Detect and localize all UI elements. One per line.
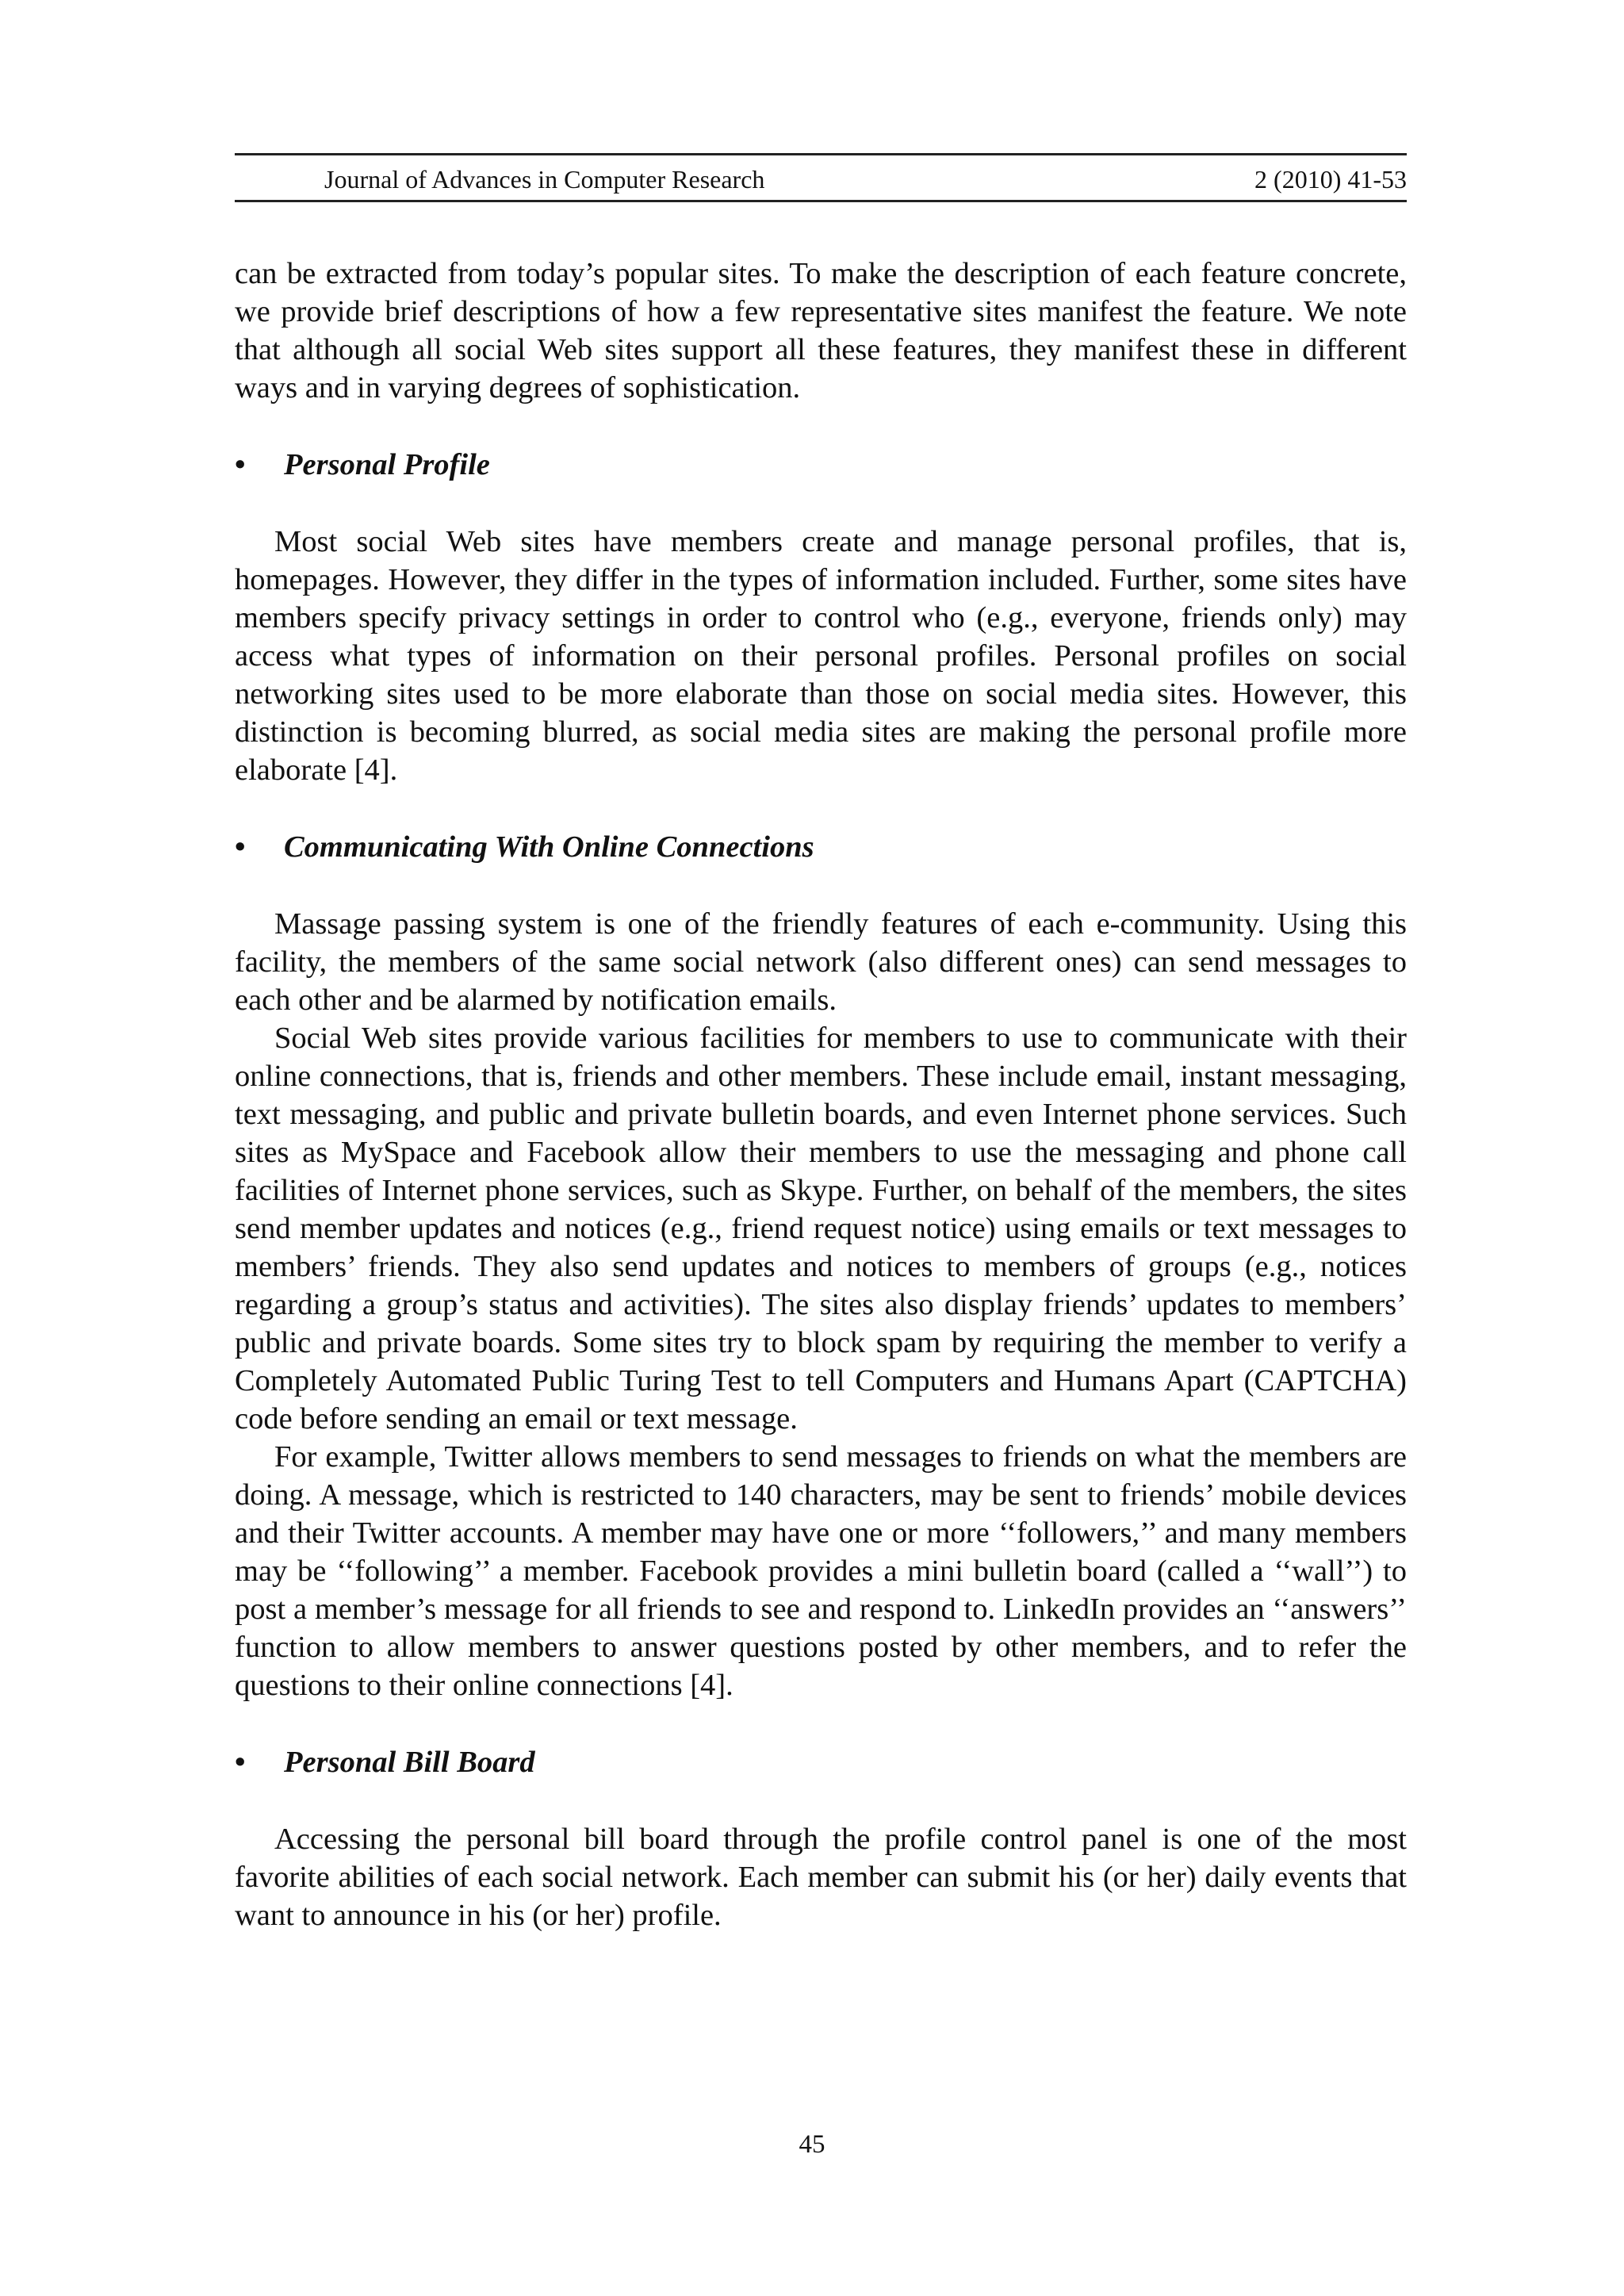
intro-paragraph: can be extracted from today’s popular sites. To make the description of each feature concrete, we provide brief descriptions of how a few representative sites manifest the feature. We note that although all social Web sites support all these features, they manifest these in different ways and in varying degrees of sophistication. — [235, 257, 1407, 404]
paragraph: For example, Twitter allows members to send messages to friends on what the members are doing. A message, which is restricted to 140 characters, may be sent to friends’ mobile devices and their Twitter accounts. A member may have one or more ‘‘followers,’’ and many members may be ‘‘following’’ a member. Facebook provides a mini bulletin board (called a ‘‘wall’’) to post a member’s message for all friends to see and respond to. LinkedIn provides an ‘‘answers’’ function to allow members to answer questions posted by other members, and to refer the questions to their online connections [4]. — [235, 1440, 1407, 1702]
page-number: 45 — [799, 2130, 825, 2159]
section-heading-communicating — [235, 828, 1407, 866]
issue-info: 2 (2010) 41-53 — [1254, 165, 1407, 194]
bullet-icon: • — [235, 448, 246, 481]
journal-title: Journal of Advances in Computer Research — [324, 165, 765, 194]
section-title: Personal Profile — [284, 448, 490, 481]
body-text — [235, 255, 1407, 1934]
paragraph: Most social Web sites have members create and manage personal profiles, that is, homepages. However, they differ in the types of information included. Further, some sites have members specify privacy settings in order to control who (e.g., everyone, friends only) may access what types of information on their personal profiles. Personal profiles on social networking sites used to be more elaborate than those on social media sites. However, this distinction is becoming blurred, as social media sites are making the personal profile more elaborate [4]. — [235, 525, 1407, 787]
bullet-icon: • — [235, 830, 246, 864]
section-heading-personal-bill-board — [235, 1743, 1407, 1781]
bullet-icon: • — [235, 1746, 246, 1779]
section-title: Personal Bill Board — [284, 1746, 535, 1779]
section-title: Communicating With Online Connections — [284, 830, 814, 864]
running-header — [235, 153, 1407, 202]
paragraph: Massage passing system is one of the friendly features of each e-community. Using this facility, the members of the same social network (also different ones) can send messages to each other and be alarmed by notification emails. — [235, 907, 1407, 1017]
paragraph: Accessing the personal bill board through the profile control panel is one of the most favorite abilities of each social network. Each member can submit his (or her) daily events that want to announce in his (or her) profile. — [235, 1823, 1407, 1932]
paragraph: Social Web sites provide various facilities for members to use to communicate with their online connections, that is, friends and other members. These include email, instant messaging, text messaging, and public and private bulletin boards, and even Internet phone services. Such sites as MySpace and Facebook allow their members to use the messaging and phone call facilities of Internet phone services, such as Skype. Further, on behalf of the members, the sites send member updates and notices (e.g., friend request notice) using emails or text messages to members’ friends. They also send updates and notices to members of groups (e.g., notices regarding a group’s status and activities). The sites also display friends’ updates to members’ public and private boards. Some sites try to block spam by requiring the member to verify a Completely Automated Public Turing Test to tell Computers and Humans Apart (CAPTCHA) code before sending an email or text message. — [235, 1022, 1407, 1435]
section-heading-personal-profile — [235, 446, 1407, 484]
